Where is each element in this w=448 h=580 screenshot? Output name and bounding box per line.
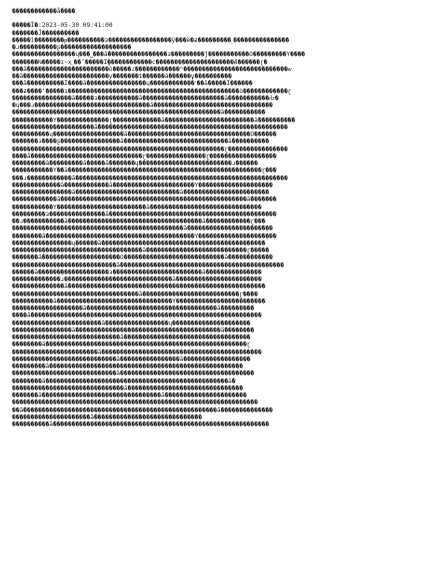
body-line: ��ǻ�����������������������ƴ�������ȶ������ǻ������ұ���������� (12, 73, 232, 80)
body-line: ������������������������������ǻ������������������������������� (12, 384, 243, 392)
body-line: �����������Ŷ��������������ɽ�������������ǻ������������������������ǻ���������� (12, 116, 296, 124)
body-line: ����������ɥ�������������������ǻ���������������������������������Ӧ������ (12, 131, 277, 138)
body-line: �����������Ŷ������������������������ǻ������������������������������ (12, 203, 262, 211)
body-line: �����ì��������ᵽ����������ɜ�����������������ÿ���ë�ƶ���������˻��������������� (12, 36, 290, 44)
body-line: ����������������������������������ǻ��������������������������ɽ���� (12, 290, 258, 298)
body-line: ��������������������������������������������������������ǻ����������� (12, 109, 266, 117)
body-line: ������������������������ǻ�����������������ɥ��������������������� (12, 319, 251, 327)
body-line: ��������ǻ����������������������������������������Ŷ��������������������� (12, 232, 277, 240)
body-line: �����������������������������������ǻ���������������������������ɽ����� (12, 247, 270, 254)
body-line: ����������������ɥ������ǻ�������������������������������������������� (12, 239, 266, 247)
body-line: ���ƶ����ʻ�����ɜ����������������������������������������������ȱ������������ɽ (12, 87, 292, 95)
document-title: ������������ǻ���� (12, 8, 76, 15)
body-line: ��������ǻ������������������������������������������������������ɽ (12, 341, 251, 349)
body-line: ��ǻ����������������������������������������������������ǻ�������������� (12, 406, 273, 414)
body-line: �����������������������ǻ������������������������������������������� (12, 348, 262, 356)
body-line: ������������ǻ��������������������������������������������������ǻ������� (12, 196, 277, 204)
body-line: ����������ǻ���������������������������������������������������������� (12, 421, 270, 428)
body-line: ����������������������ǻ��������������������������������������������������� (12, 123, 288, 131)
body-line: �������ǻ���������������������Ӧ���������������������������ǻ������������ (12, 254, 273, 262)
body-line: �������������ɹ�����������������������������ǻ����������������������� (12, 276, 262, 283)
body-line: ������������������������������������������������������������������ (12, 399, 258, 407)
body-line: ���ǻ����������������������ò�����ɾ������������ʱ����������������������������ѡ (12, 65, 292, 73)
body-line: ���������ǻ���������������������������������������������������� (12, 363, 243, 370)
body-line: ����������������������������������������������ǻ����������������������� (12, 225, 273, 233)
body-line: �������ɜ����ʂ����������������ǻ����������������������������ǻ���������� (12, 138, 270, 146)
body-line: ����������������ǻ�����ɜ�����������ǻ����������������������ǻ�����������ǳ� (12, 94, 279, 102)
body-line: ���������������������ǻ����������������������������� (12, 413, 202, 421)
body-line: �����������Ŷ��ǻ����������������������������������������������������ɽ��� (12, 167, 277, 175)
body-line: �����������ǻ�������������������������������Ŷ������������������������ (12, 297, 266, 305)
document-body (12, 37, 436, 429)
body-line: ��������������ǻ����������������������������������������������������� (12, 283, 266, 291)
body-line: ���ǻ����������Ϊ����ǻ����������������ɥ������������˹��ǻ�����Ϊ������ (12, 80, 253, 88)
body-line: ���ɹ������������ǻ��������������������������������������������������������� (12, 174, 288, 182)
body-line: ����������������������������ǻ������������������������������������ (12, 370, 255, 378)
body-line: ���������ǻ���������ǻ�����ǻ�������ɥ�������������������������ɹ������ (12, 160, 258, 167)
body-line: ����ǻ������������������������������ɽ����������������ɽ������������������ (12, 152, 277, 160)
body-line: ���������������������������������������������������������ɽ���������������� (12, 145, 288, 153)
body-line: �������������ǻ������������ǻ����������������������Ŷ�������������������� (12, 181, 273, 189)
body-line: �����������������ɥ���˽���ǻ����������������ɜ���������ǰ�����������Ӧ���������Ŷ���� (12, 51, 306, 59)
body-line: �����������������������������ǻ���������������������������������� (12, 334, 251, 341)
body-line: ����������������������������ǻ�������������������������������������������� (12, 261, 284, 269)
body-line: ������ǻ�������������������ɜ������������������������ǻ��������������� (12, 268, 262, 276)
body-line: �������ǻ��������������������������������ǻ���������������������� (12, 392, 247, 399)
body-line: ��������ǻ�������������������������������������������������ǻ� (12, 377, 236, 385)
document (12, 8, 436, 428)
body-line: �ɥ���ɹ�������������������������������ǻ�������������������������������� (12, 102, 273, 109)
body-line: ����������������������������ǻ����������������ǻ������������������ (12, 355, 251, 363)
body-line: ����������������ǻ���������������������������������������ǻ�������� (12, 326, 255, 334)
document-subtitle: �������Ĵ���������� (12, 29, 80, 37)
body-line: ����������������ǻ����������������������������ǻ����������������������� (12, 189, 270, 196)
body-line: �������Ƕ�����ɪ̴ҳ˼��ʼ�����Ϊ̬������������ϲ���������������������Ǽ������ɽ� (12, 58, 268, 66)
body-line: ���������ɜ���������������ǻ��������������������������������������������� (12, 210, 277, 218)
body-line: �ɹ����������ʂ������������������� (12, 44, 132, 51)
document-timestamp: �����Ϊ�:2023-05-30 09:41:00 (12, 22, 113, 30)
body-line: ��ɹ�����������ǻ������������������������������������ǻ������������ɽ��� (12, 218, 266, 225)
body-line: �������������������ǻ�����������������������������������ǻ��������� (12, 305, 255, 312)
body-line: ����ǻ�������������������������������������������������������������� (12, 312, 262, 320)
